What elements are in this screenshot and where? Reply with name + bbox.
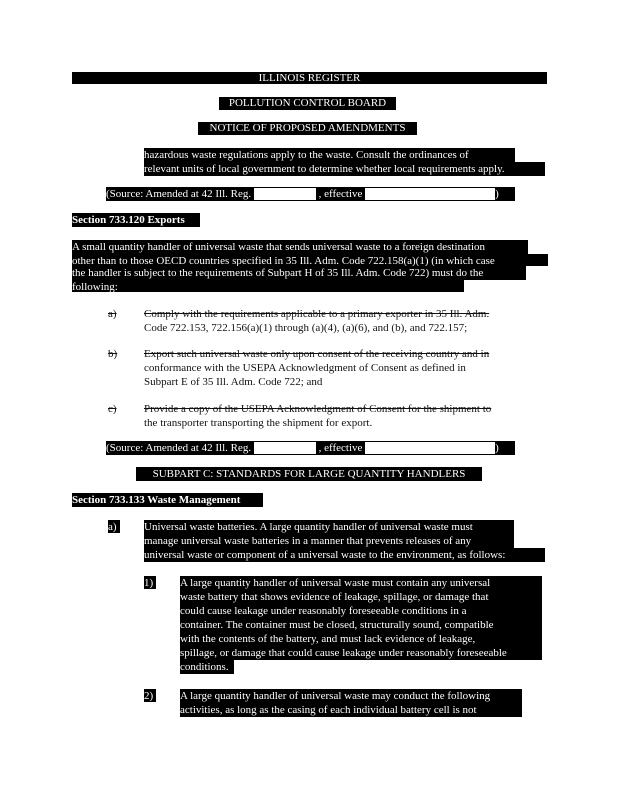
section-133-a1-line-7: conditions.	[180, 660, 234, 674]
source-1-register-blank	[254, 188, 316, 200]
section-133-a-line-1: Universal waste batteries. A large quantity handler of universal waste must	[144, 520, 514, 534]
register-header-bar	[72, 72, 547, 84]
section-133-a2-line-1: A large quantity handler of universal waste may conduct the following	[180, 689, 522, 703]
section-133-a2-marker: 2)	[144, 689, 156, 702]
item-c-line-1: Provide a copy of the USEPA Acknowledgment of Consent for the shipment to	[144, 403, 492, 415]
source-note-1: (Source: Amended at 42 Ill. Reg. , effective )	[106, 187, 515, 201]
section-120-line-2: other than to those OECD countries specified in 35 Ill. Adm. Code 722.158(a)(1) (in which case	[72, 254, 548, 266]
section-133-a1-line-3: could cause leakage under reasonably foreseeable conditions in a	[180, 604, 542, 618]
item-b-marker: b)	[108, 348, 118, 360]
section-120-line-1: A small quantity handler of universal waste that sends universal waste to a foreign destination	[72, 240, 528, 254]
section-133-heading: Section 733.133 Waste Management	[72, 493, 263, 507]
board-title: POLLUTION CONTROL BOARD	[219, 97, 396, 110]
source-2-register-blank	[254, 442, 316, 454]
item-b-line-2: conformance with the USEPA Acknowledgment of Consent as defined in	[144, 362, 466, 374]
item-c-marker: c)	[108, 403, 117, 415]
source-note-2: (Source: Amended at 42 Ill. Reg. , effective )	[106, 441, 515, 455]
section-133-a1-line-4: container. The container must be closed, structurally sound, compatible	[180, 618, 542, 632]
item-a-marker: a)	[108, 308, 117, 320]
section-133-a-marker: a)	[108, 520, 120, 533]
section-133-a1-line-1: A large quantity handler of universal waste must contain any universal	[180, 576, 542, 590]
section-133-a-line-3: universal waste or component of a universal waste to the environment, as follows:	[144, 548, 545, 562]
notice-title: NOTICE OF PROPOSED AMENDMENTS	[198, 122, 417, 135]
section-133-a-line-2: manage universal waste batteries in a manner that prevents releases of any	[144, 534, 514, 548]
section-120-line-3: the handler is subject to the requirements of Subpart H of 35 Ill. Adm. Code 722) must do the	[72, 266, 526, 280]
source-1-effective-blank	[365, 188, 495, 200]
item-c-line-2: the transporter transporting the shipment for export.	[144, 417, 373, 429]
section-133-a2-line-2: activities, as long as the casing of each individual battery cell is not	[180, 703, 522, 717]
section-133-a1-line-6: spillage, or damage that could cause leakage under reasonably foreseeable	[180, 646, 542, 660]
subpart-c-heading: SUBPART C: STANDARDS FOR LARGE QUANTITY HANDLERS	[136, 467, 482, 481]
section-120-line-4: following:	[72, 280, 464, 292]
item-b-line-1: Export such universal waste only upon consent of the receiving country and in	[144, 348, 490, 360]
section-133-a1-marker: 1)	[144, 576, 156, 589]
source-2-effective-blank	[365, 442, 495, 454]
item-b-line-3: Subpart E of 35 Ill. Adm. Code 722; and	[144, 376, 323, 388]
section-133-a1-line-5: with the contents of the battery, and must lack evidence of leakage,	[180, 632, 542, 646]
intro-line-1: hazardous waste regulations apply to the waste. Consult the ordinances of	[144, 148, 515, 162]
item-a-line-2: Code 722.153, 722.156(a)(1) through (a)(4), (a)(6), and (b), and 722.157;	[144, 322, 468, 334]
item-a-line-1: Comply with the requirements applicable to a primary exporter in 35 Ill. Adm.	[144, 308, 490, 320]
register-title: ILLINOIS REGISTER	[258, 72, 361, 84]
intro-line-2: relevant units of local government to determine whether local requirements apply.	[144, 162, 545, 176]
section-120-heading: Section 733.120 Exports	[72, 213, 200, 227]
section-133-a1-line-2: waste battery that shows evidence of leakage, spillage, or damage that	[180, 590, 542, 604]
